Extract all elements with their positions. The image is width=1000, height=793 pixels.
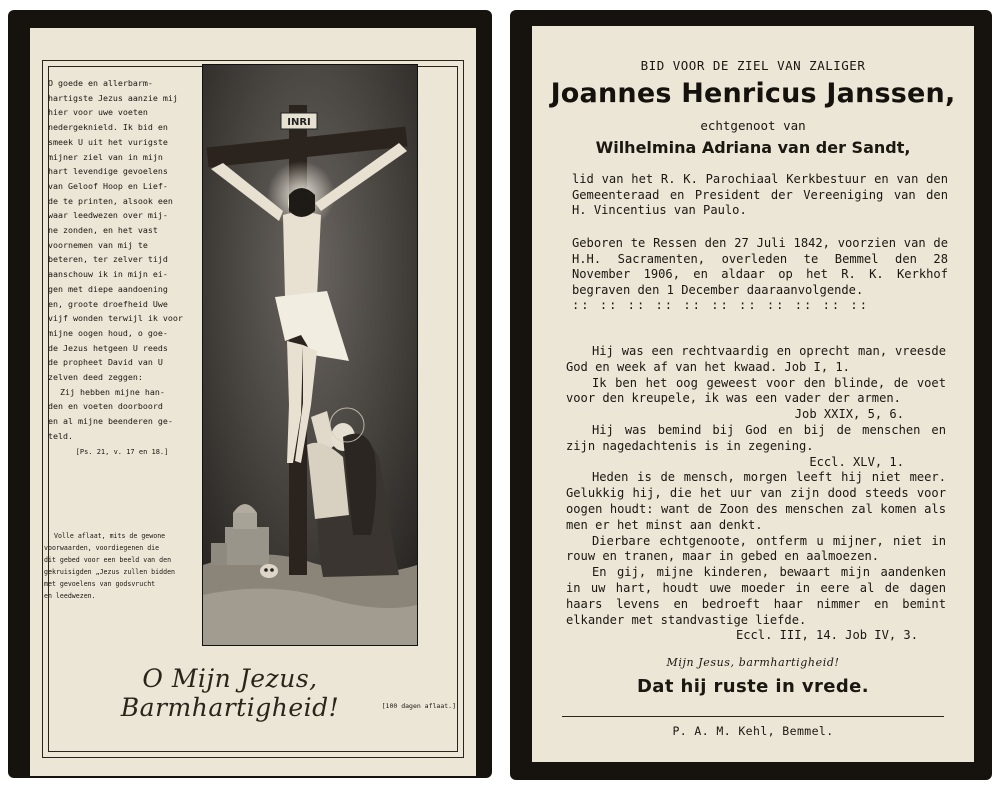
indulgence-line: voorwaarden, voordiegenen die [44, 544, 160, 552]
verse-reference: Eccl. III, 14. Job IV, 3. [735, 628, 918, 643]
prayer-card [8, 10, 492, 778]
psalm-line: en al mijne beenderen ge- [48, 416, 173, 427]
prayer-line: gen met diepe aandoening [48, 283, 168, 294]
verse-paragraph: Heden is de mensch, morgen leeft hij niet meer. Gelukkig hij, die het uur van zijn dood steeds voor oogen houdt: want de Zoon des menschen zal komen als men er het minst aan denkt. [566, 470, 946, 532]
rest-in-peace: Dat hij ruste in vrede. [636, 676, 870, 697]
prayer-line: ne zonden, en het vast [48, 225, 158, 236]
divider [562, 716, 944, 717]
verse-paragraph: Dierbare echtgenoote, ontferm u mijner, niet in rouw en tranen, maar in gebed en aalmoezen. [566, 533, 946, 564]
spouse-label: echtgenoot van [700, 118, 806, 133]
bio-roles: lid van het R. K. Parochiaal Kerkbestuur en van den Gemeenteraad en President der Vereeniging van den H. Vincentius van Paulo. [572, 172, 948, 218]
prayer-line: de Jezus hetgeen U reeds [48, 342, 168, 353]
prayer-card-paper [30, 28, 476, 776]
prayer-line: aanschouw ik in mijn ei- [48, 269, 168, 280]
prayer-line: van Geloof Hoop en Lief- [48, 180, 168, 191]
indulgence-line: gekruisigden „Jezus zullen bidden [44, 568, 176, 576]
verse-paragraph: Hij was bemind bij God en bij de menschen en zijn nagedachtenis is in zegening. [566, 422, 946, 453]
prayer-line: en, groote droefheid Uwe [48, 298, 168, 309]
prayer-line: vijf wonden terwijl ik voor [48, 313, 183, 324]
memorial-card-paper [532, 26, 974, 762]
inri-plaque: INRI [287, 117, 311, 128]
prayer-line: zelven deed zeggen: [48, 372, 143, 383]
prayer-line: de te printen, alsook een [48, 195, 173, 206]
scripture-verses [566, 344, 946, 644]
indulgence-line: Volle aflaat, mits de gewone [54, 532, 166, 540]
prayer-line: mijne oogen houd, o goe- [48, 327, 168, 338]
psalm-line: teld. [48, 430, 73, 441]
psalm-reference: [Ps. 21, v. 17 en 18.] [75, 447, 169, 456]
verse-paragraph: En gij, mijne kinderen, bewaart mijn aandenken in uw hart, houdt uwe moeder in eere al de dagen haars levens en bedroeft haar nimmer en bemint elkander met standvastige liefde. [566, 565, 946, 627]
prayer-paragraph [48, 76, 196, 385]
printer-credit: P. A. M. Kehl, Bemmel. [672, 724, 834, 738]
memorial-card [510, 10, 992, 780]
indulgence-line: met gevoelens van godsvrucht [44, 580, 156, 588]
verse-paragraph: Ik ben het oog geweest voor den blinde, de voet voor den kreupele, ik was een vader der armen. [566, 375, 946, 406]
prayer-line: beteren, ter zelver tijd [48, 254, 168, 265]
indulgence-days: [100 dagen aflaat.] [381, 702, 456, 710]
prayer-line: hart levendige gevoelens [48, 166, 168, 177]
prayer-line: de propheet David van U [48, 357, 163, 368]
invocation: Mijn Jesus, barmhartigheid! [666, 656, 840, 669]
prayer-line: hier voor uwe voeten [48, 107, 148, 118]
card-heading: BID VOOR DE ZIEL VAN ZALIGER [640, 58, 866, 73]
psalm-quote [48, 385, 196, 444]
indulgence-note [44, 530, 196, 602]
crucifixion-image [202, 64, 418, 646]
prayer-line: smeek U uit het vurigste [48, 136, 168, 147]
prayer-line: waar leedwezen over mij- [48, 210, 168, 221]
verse-reference: Job XXIX, 5, 6. [794, 407, 904, 422]
indulgence-line: dit gebed voor een beeld van den [44, 556, 172, 564]
deceased-name: Joannes Henricus Janssen, [550, 78, 956, 109]
bio-dates: Geboren te Ressen den 27 Juli 1842, voorzien van de H.H. Sacramenten, overleden te Bemmel den 28 November 1906, en aldaar op het R. K. Kerkhof begraven den 1 December daaraanvolgende. :: :: :: :: :: :: :: :: :: :: :: [572, 236, 948, 313]
prayer-line: nedergeknield. Ik bid en [48, 122, 168, 133]
verse-reference: Eccl. XLV, 1. [809, 454, 904, 469]
prayer-line: voornemen van mij te [48, 239, 148, 250]
psalm-line: Zij hebben mijne han- [60, 386, 165, 397]
spouse-name: Wilhelmina Adriana van der Sandt, [595, 138, 911, 157]
prayer-text [48, 76, 196, 459]
prayer-line: mijner ziel van in mijn [48, 151, 163, 162]
dot-ornament: :: :: :: :: :: :: :: :: :: :: :: [572, 298, 869, 313]
psalm-line: den en voeten doorboord [48, 401, 163, 412]
prayer-line: hartigste Jezus aanzie mij [48, 92, 178, 103]
prayer-line: O goede en allerbarm- [48, 78, 153, 88]
motto-title: O Mijn Jezus, Barmhartigheid! [120, 664, 340, 722]
verse-paragraph: Hij was een rechtvaardig en oprecht man, vreesde God en week af van het kwaad. Job I, 1. [566, 344, 946, 374]
indulgence-line: en leedwezen. [44, 592, 96, 600]
